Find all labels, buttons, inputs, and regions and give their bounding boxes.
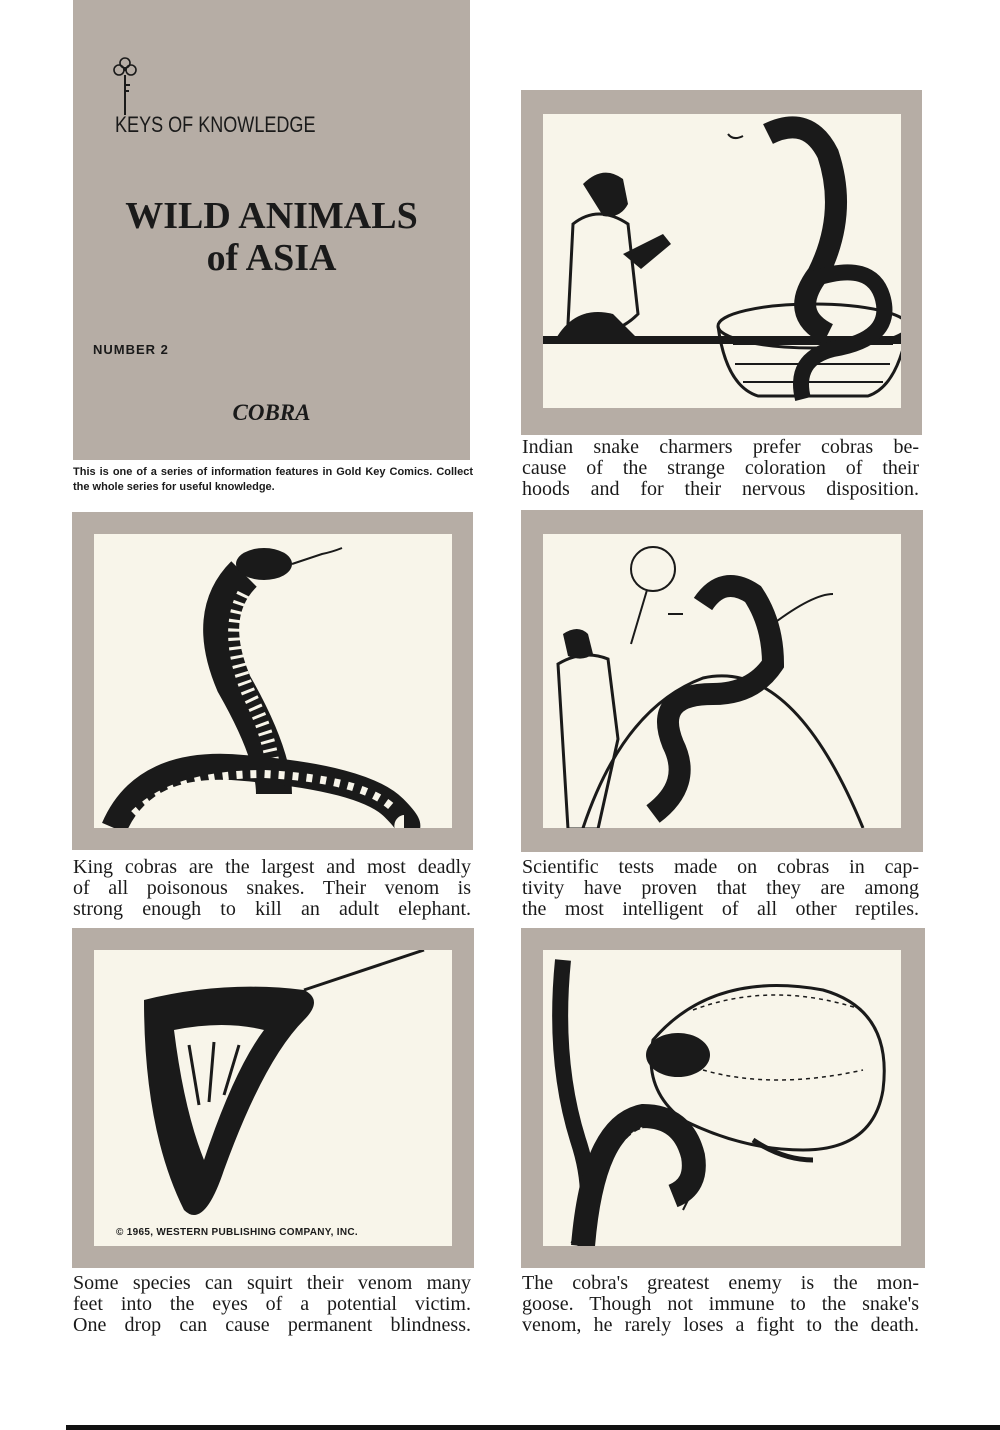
panel-scientist (521, 510, 923, 852)
panel-snake-charmer (521, 90, 922, 435)
panel-king-cobra (72, 512, 473, 850)
mongoose-drawing (543, 950, 901, 1246)
scientist-illustration (543, 534, 901, 828)
snake-charmer-illustration (543, 114, 901, 408)
caption-line: King cobras are the largest and most deadly (73, 856, 471, 878)
caption-line: goose. Though not immune to the snake's (522, 1293, 919, 1315)
caption-line: tivity have proven that they are among (522, 877, 919, 899)
spitting-cobra-illustration (94, 950, 452, 1246)
copyright-notice: © 1965, WESTERN PUBLISHING COMPANY, INC. (116, 1227, 358, 1238)
title-line-1: WILD ANIMALS (125, 195, 418, 237)
page-title (73, 195, 470, 279)
king-cobra-drawing (94, 534, 452, 828)
subject-title: COBRA (232, 400, 311, 425)
key-clover-icon (113, 55, 137, 115)
king-cobra-illustration (94, 534, 452, 828)
intro-note: This is one of a series of information features in Gold Key Comics. Collect the whole series for useful knowledge. (73, 466, 473, 493)
spitting-cobra-drawing (94, 950, 452, 1246)
scientist-drawing (543, 534, 901, 828)
caption-line: Some species can squirt their venom many (73, 1272, 471, 1294)
title-line-2: of ASIA (206, 237, 337, 279)
panel-mongoose (521, 928, 925, 1268)
snake-charmer-drawing (543, 114, 901, 408)
caption-line: hoods and for their nervous disposition. (522, 478, 919, 500)
caption-panel-5 (522, 1273, 919, 1336)
caption-line: of all poisonous snakes. Their venom is (73, 877, 471, 899)
caption-panel-4 (73, 1273, 471, 1336)
caption-line: Indian snake charmers prefer cobras be- (522, 436, 919, 458)
caption-panel-3 (522, 857, 919, 920)
series-name: KEYS OF KNOWLEDGE (115, 112, 316, 137)
caption-line: Scientific tests made on cobras in cap- (522, 856, 919, 878)
caption-panel-1 (522, 437, 919, 500)
caption-line: feet into the eyes of a potential victim. (73, 1293, 471, 1315)
caption-line: the most intelligent of all other reptiles. (522, 898, 919, 920)
title-block (73, 0, 470, 460)
bottom-rule (66, 1425, 1000, 1430)
caption-line: venom, he rarely loses a fight to the death. (522, 1314, 919, 1336)
caption-line: One drop can cause permanent blindness. (73, 1314, 471, 1336)
caption-line: strong enough to kill an adult elephant. (73, 898, 471, 920)
issue-number: NUMBER 2 (93, 342, 169, 357)
panel-spitting-cobra (72, 928, 474, 1268)
caption-panel-2 (73, 857, 471, 920)
caption-line: The cobra's greatest enemy is the mon- (522, 1272, 919, 1294)
caption-line: cause of the strange coloration of their (522, 457, 919, 479)
mongoose-illustration (543, 950, 901, 1246)
